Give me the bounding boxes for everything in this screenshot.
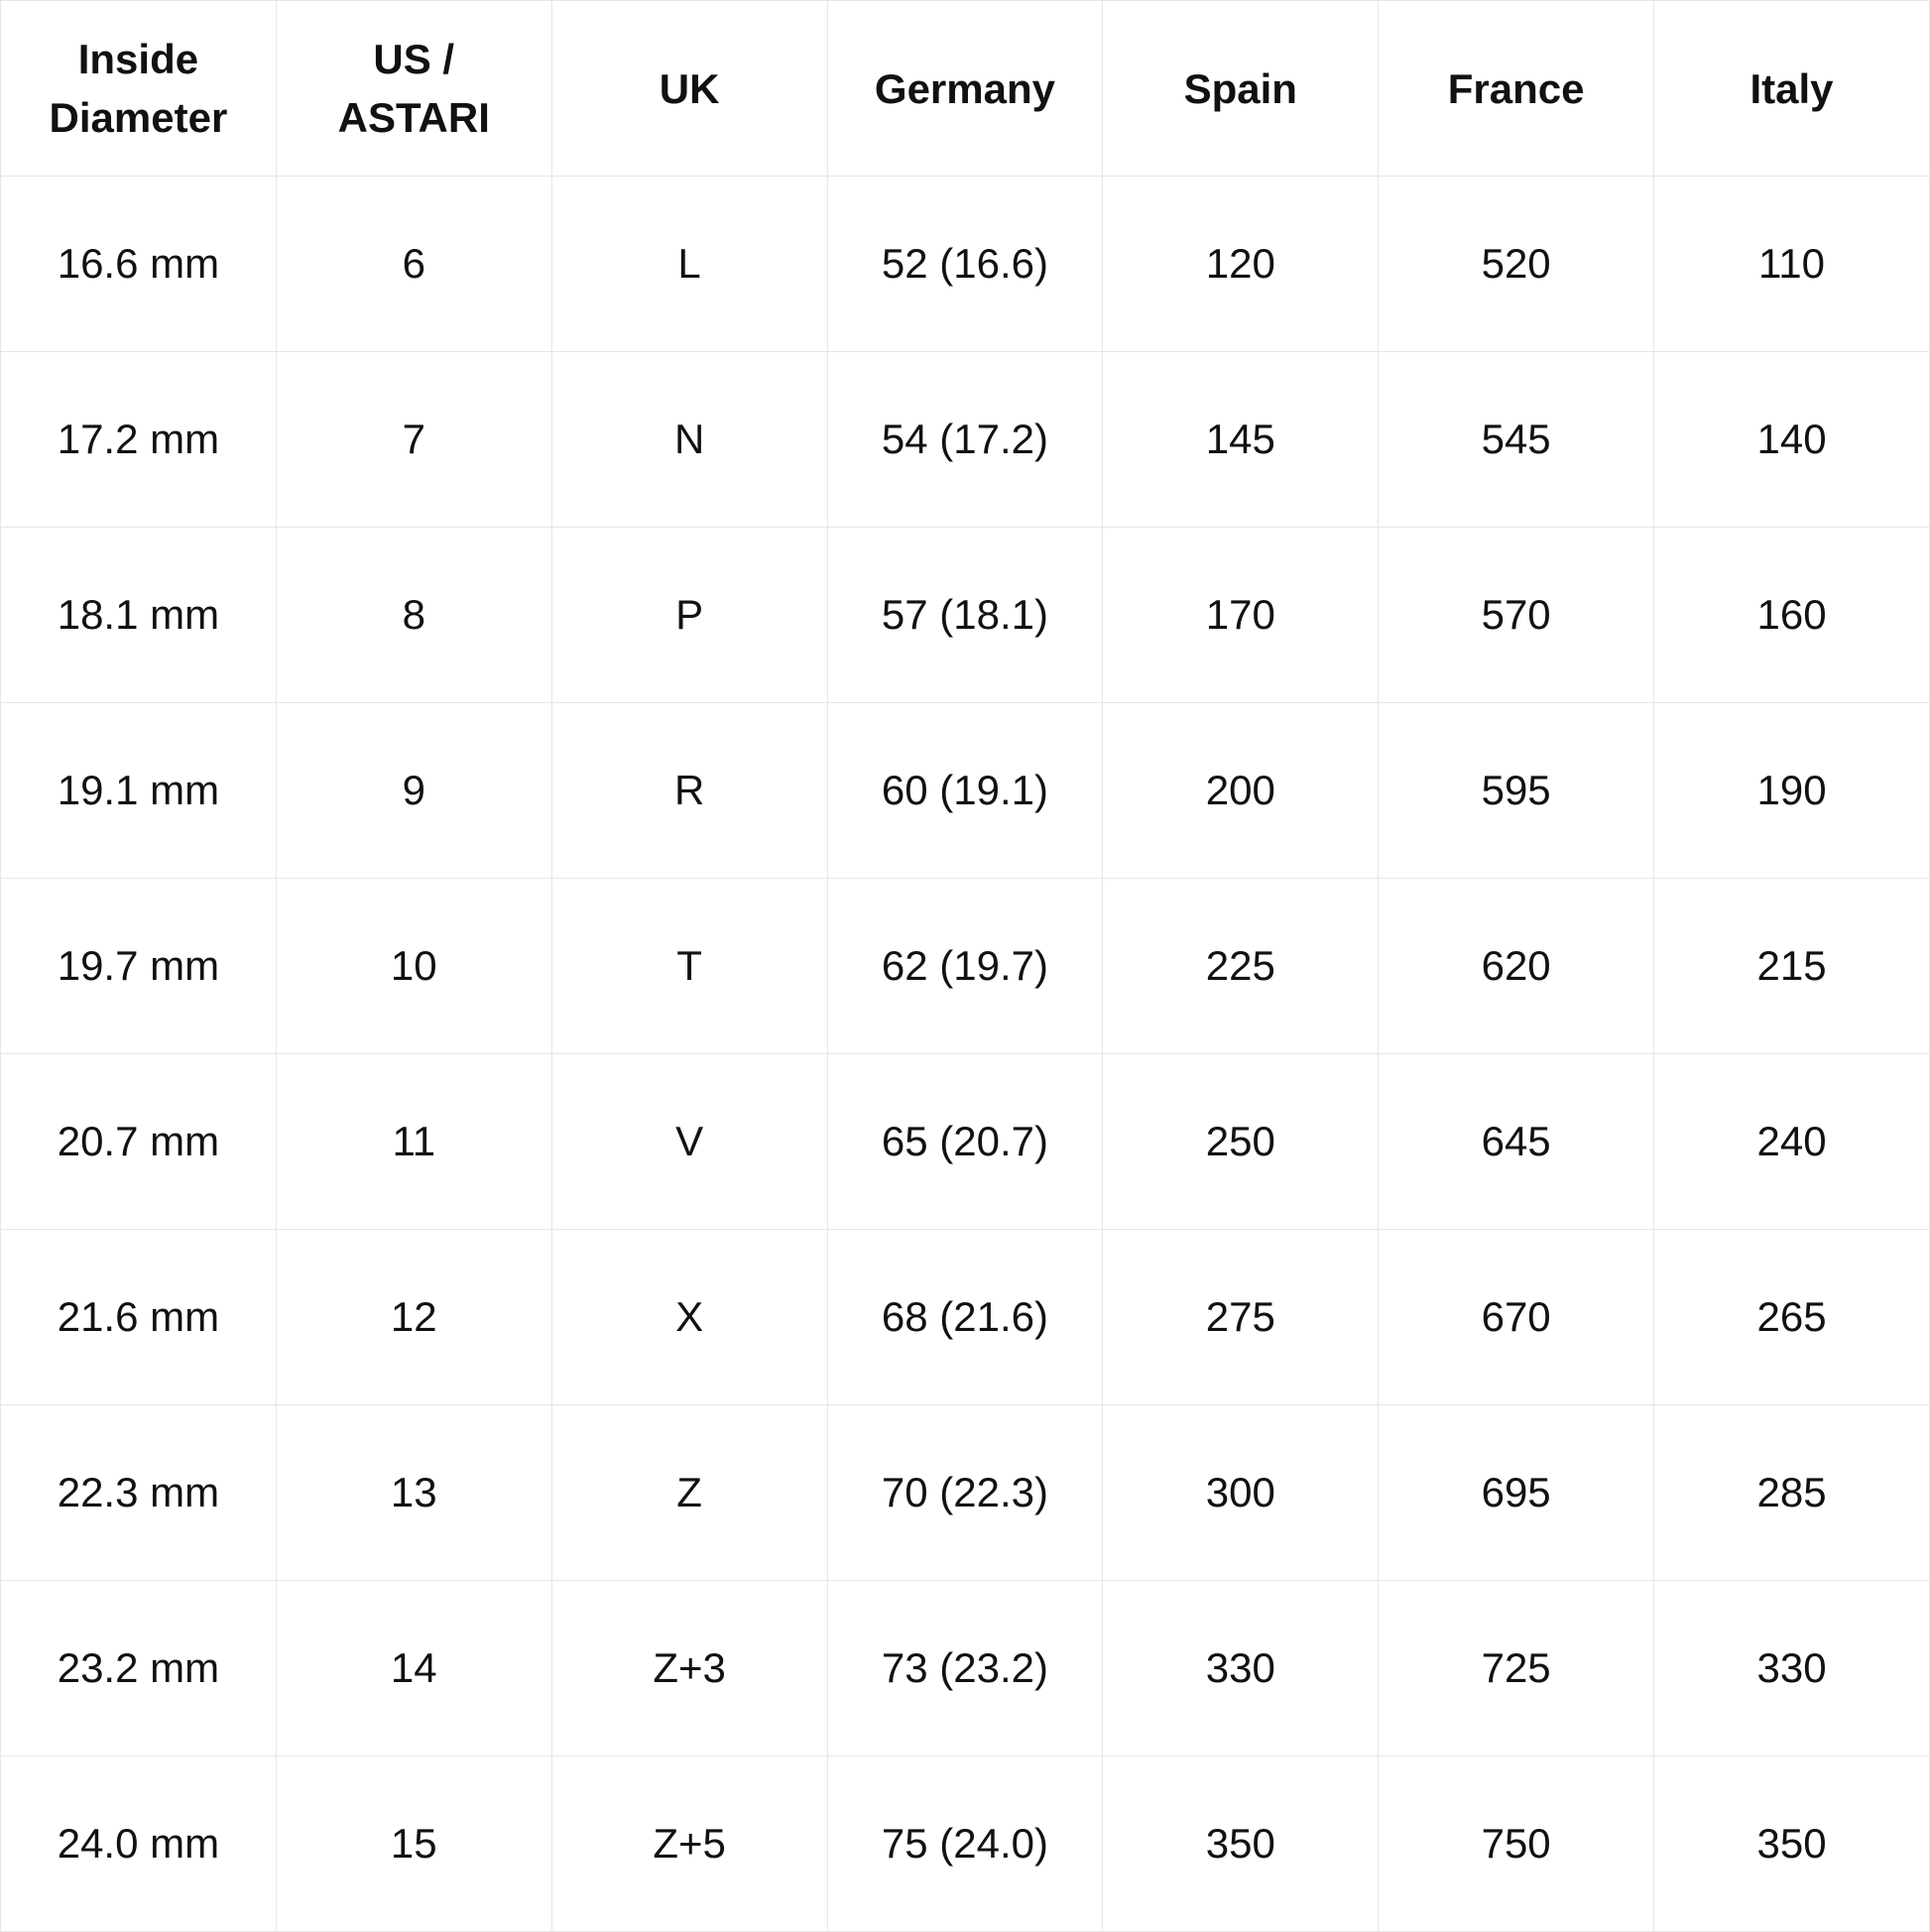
cell-uk: T <box>551 879 827 1054</box>
cell-inside-diameter: 19.7 mm <box>1 879 277 1054</box>
cell-us-astari: 12 <box>276 1230 551 1405</box>
cell-uk: P <box>551 528 827 703</box>
cell-uk: L <box>551 177 827 352</box>
cell-italy: 160 <box>1654 528 1930 703</box>
table-row <box>1 879 1930 1054</box>
cell-inside-diameter: 17.2 mm <box>1 352 277 528</box>
cell-uk: R <box>551 703 827 879</box>
table-row <box>1 352 1930 528</box>
cell-uk: Z+5 <box>551 1756 827 1932</box>
cell-spain: 120 <box>1103 177 1379 352</box>
cell-italy: 215 <box>1654 879 1930 1054</box>
header-france: France <box>1379 1 1654 177</box>
cell-inside-diameter: 20.7 mm <box>1 1054 277 1230</box>
table-row <box>1 177 1930 352</box>
cell-italy: 330 <box>1654 1581 1930 1756</box>
cell-us-astari: 7 <box>276 352 551 528</box>
cell-france: 750 <box>1379 1756 1654 1932</box>
table-row <box>1 1581 1930 1756</box>
cell-germany: 62 (19.7) <box>827 879 1103 1054</box>
cell-france: 595 <box>1379 703 1654 879</box>
header-inside-diameter: Inside Diameter <box>1 1 277 177</box>
cell-spain: 330 <box>1103 1581 1379 1756</box>
cell-france: 545 <box>1379 352 1654 528</box>
cell-inside-diameter: 16.6 mm <box>1 177 277 352</box>
cell-inside-diameter: 18.1 mm <box>1 528 277 703</box>
cell-spain: 250 <box>1103 1054 1379 1230</box>
table-row <box>1 528 1930 703</box>
cell-italy: 285 <box>1654 1405 1930 1581</box>
header-row <box>1 1 1930 177</box>
cell-germany: 60 (19.1) <box>827 703 1103 879</box>
header-italy: Italy <box>1654 1 1930 177</box>
cell-uk: V <box>551 1054 827 1230</box>
table-row <box>1 703 1930 879</box>
cell-spain: 275 <box>1103 1230 1379 1405</box>
cell-us-astari: 10 <box>276 879 551 1054</box>
cell-italy: 140 <box>1654 352 1930 528</box>
cell-inside-diameter: 21.6 mm <box>1 1230 277 1405</box>
cell-germany: 65 (20.7) <box>827 1054 1103 1230</box>
cell-italy: 265 <box>1654 1230 1930 1405</box>
cell-inside-diameter: 24.0 mm <box>1 1756 277 1932</box>
cell-us-astari: 15 <box>276 1756 551 1932</box>
cell-spain: 225 <box>1103 879 1379 1054</box>
cell-inside-diameter: 19.1 mm <box>1 703 277 879</box>
cell-us-astari: 14 <box>276 1581 551 1756</box>
cell-france: 570 <box>1379 528 1654 703</box>
cell-italy: 190 <box>1654 703 1930 879</box>
cell-us-astari: 6 <box>276 177 551 352</box>
cell-spain: 300 <box>1103 1405 1379 1581</box>
cell-italy: 350 <box>1654 1756 1930 1932</box>
cell-us-astari: 8 <box>276 528 551 703</box>
cell-italy: 240 <box>1654 1054 1930 1230</box>
cell-spain: 145 <box>1103 352 1379 528</box>
cell-germany: 52 (16.6) <box>827 177 1103 352</box>
cell-us-astari: 13 <box>276 1405 551 1581</box>
cell-uk: N <box>551 352 827 528</box>
cell-germany: 75 (24.0) <box>827 1756 1103 1932</box>
header-spain: Spain <box>1103 1 1379 177</box>
cell-france: 620 <box>1379 879 1654 1054</box>
cell-italy: 110 <box>1654 177 1930 352</box>
cell-germany: 73 (23.2) <box>827 1581 1103 1756</box>
cell-germany: 54 (17.2) <box>827 352 1103 528</box>
table-row <box>1 1054 1930 1230</box>
cell-germany: 70 (22.3) <box>827 1405 1103 1581</box>
cell-us-astari: 9 <box>276 703 551 879</box>
cell-inside-diameter: 22.3 mm <box>1 1405 277 1581</box>
table-row <box>1 1756 1930 1932</box>
cell-germany: 57 (18.1) <box>827 528 1103 703</box>
table-row <box>1 1405 1930 1581</box>
cell-spain: 200 <box>1103 703 1379 879</box>
cell-us-astari: 11 <box>276 1054 551 1230</box>
cell-germany: 68 (21.6) <box>827 1230 1103 1405</box>
cell-france: 645 <box>1379 1054 1654 1230</box>
cell-uk: X <box>551 1230 827 1405</box>
header-uk: UK <box>551 1 827 177</box>
table-row <box>1 1230 1930 1405</box>
cell-uk: Z <box>551 1405 827 1581</box>
cell-spain: 350 <box>1103 1756 1379 1932</box>
cell-france: 695 <box>1379 1405 1654 1581</box>
cell-france: 670 <box>1379 1230 1654 1405</box>
cell-spain: 170 <box>1103 528 1379 703</box>
cell-france: 520 <box>1379 177 1654 352</box>
cell-uk: Z+3 <box>551 1581 827 1756</box>
header-germany: Germany <box>827 1 1103 177</box>
cell-france: 725 <box>1379 1581 1654 1756</box>
header-us-astari: US / ASTARI <box>276 1 551 177</box>
cell-inside-diameter: 23.2 mm <box>1 1581 277 1756</box>
